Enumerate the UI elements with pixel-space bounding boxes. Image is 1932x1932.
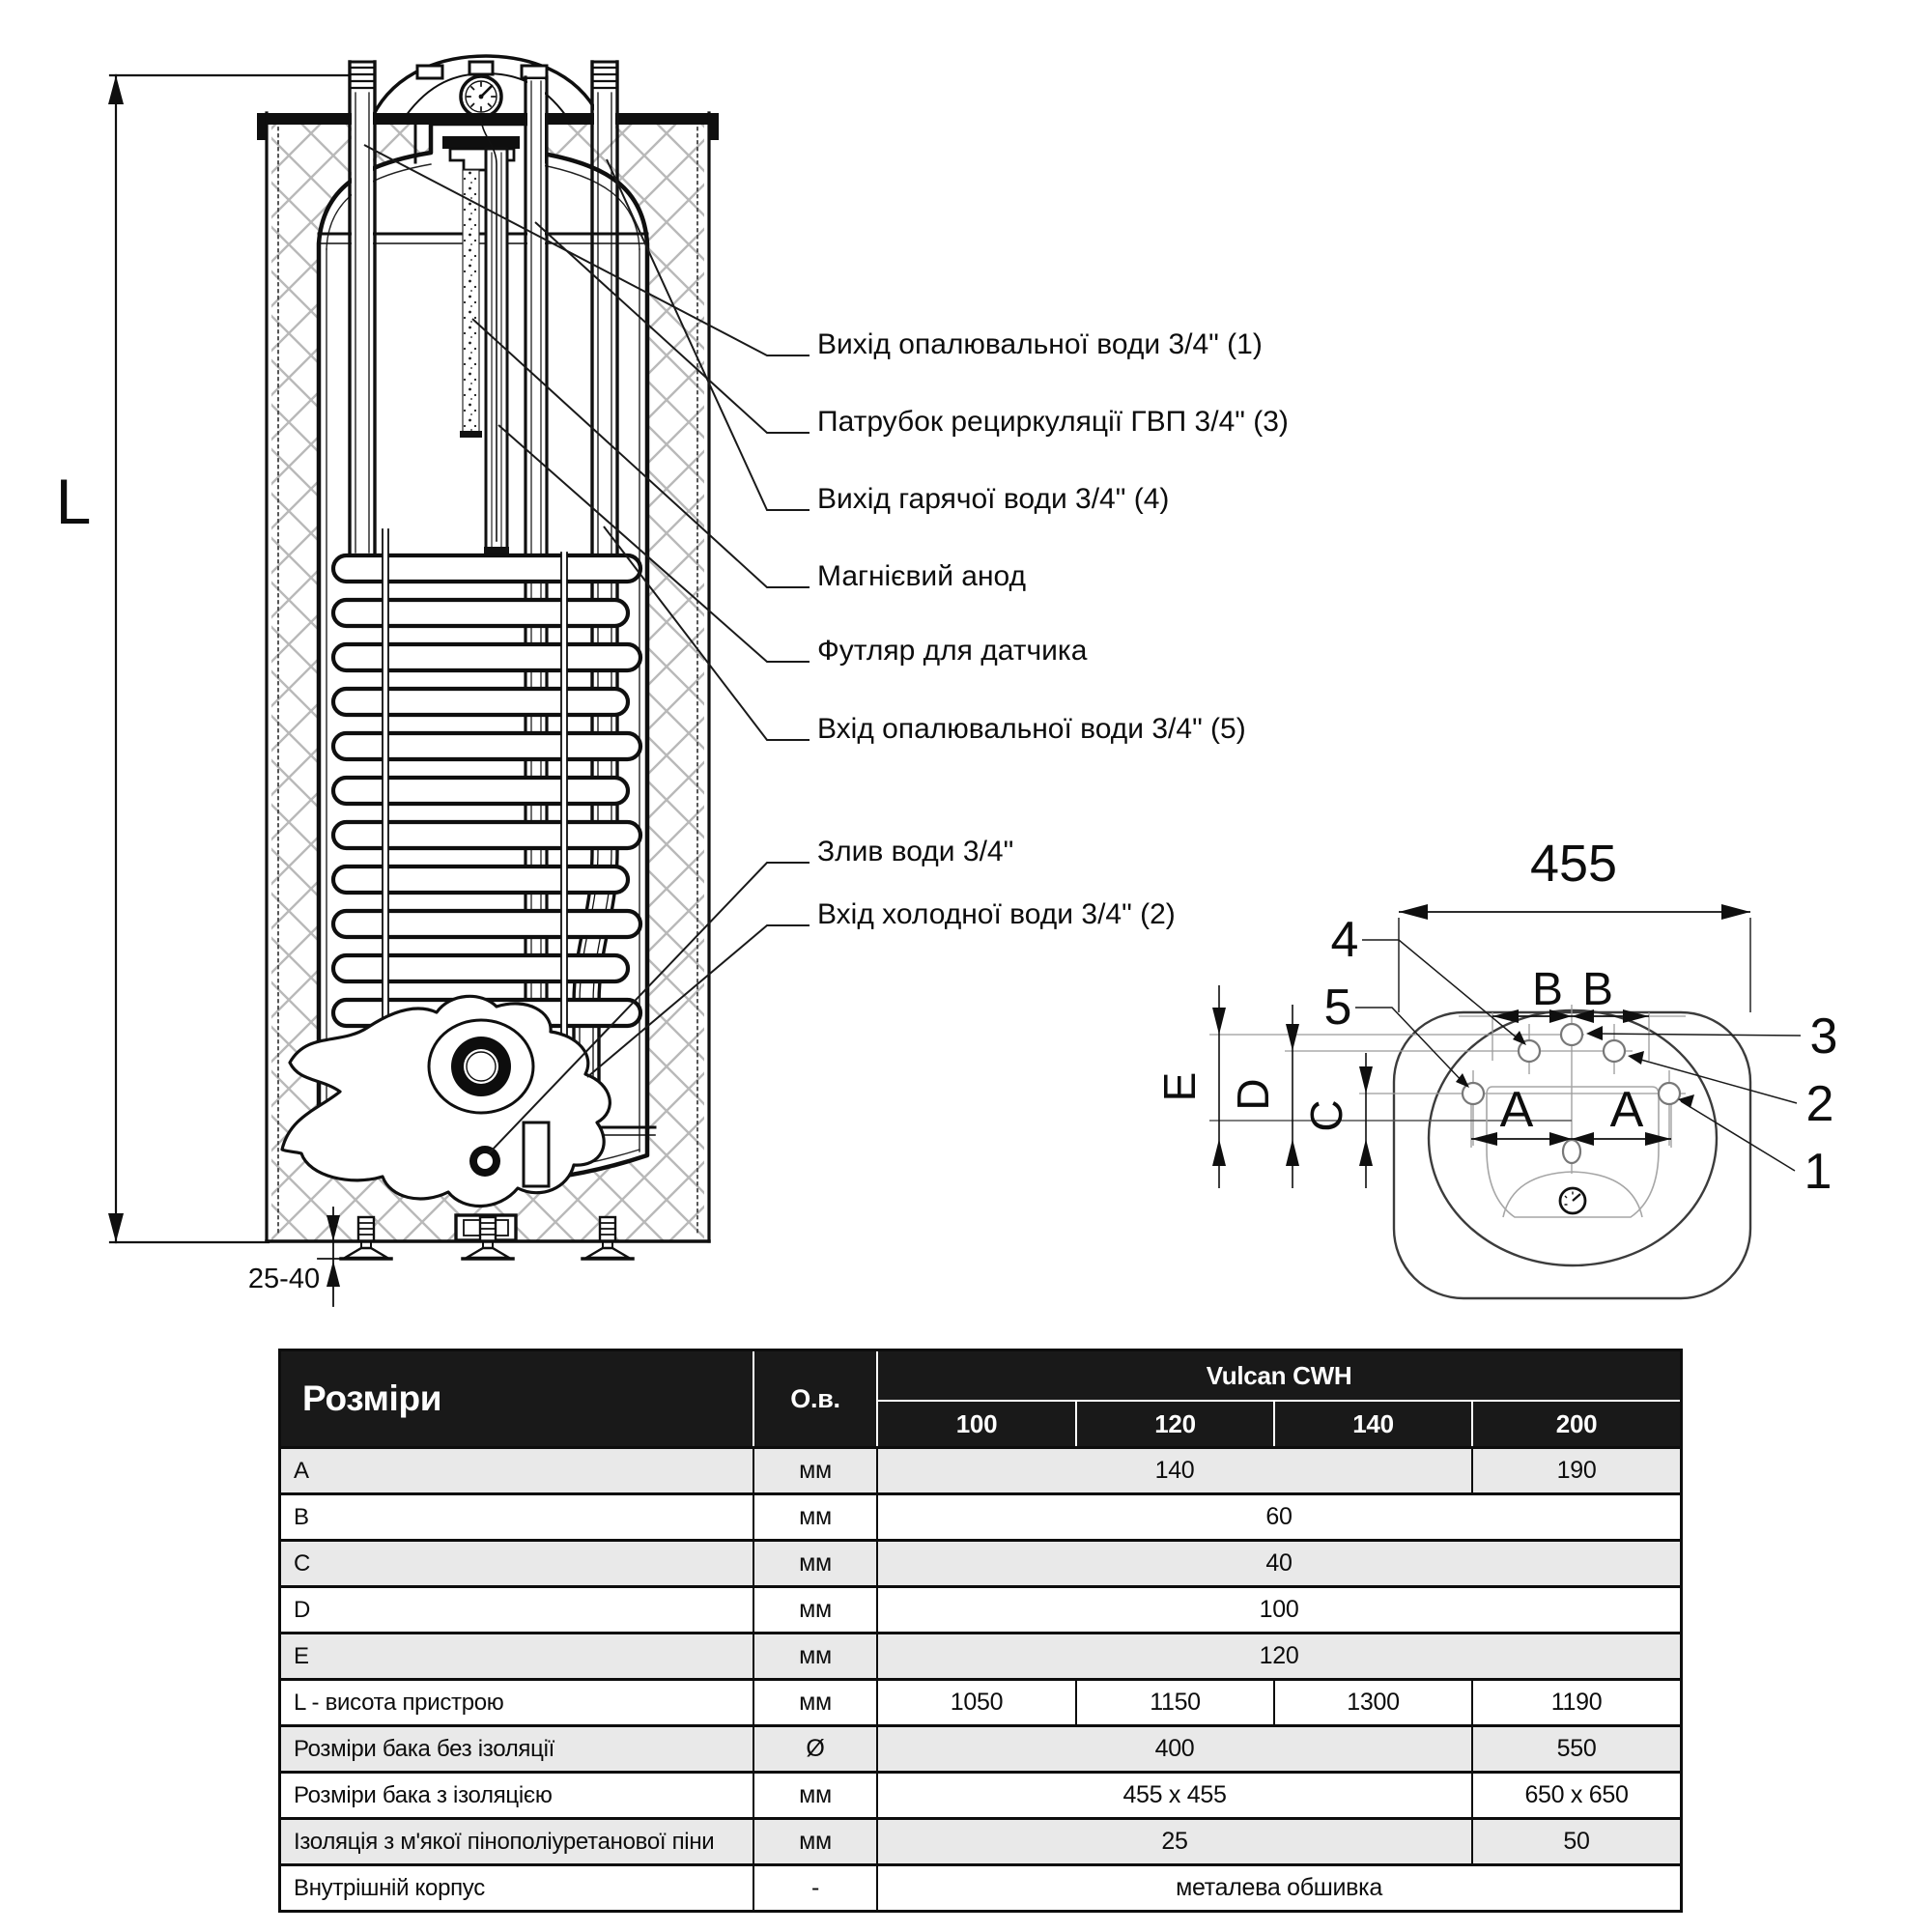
letter-b2: B [1581, 964, 1614, 1015]
table-title: Розміри [281, 1351, 754, 1446]
gauge-icon [461, 76, 501, 117]
port-leaders [1355, 940, 1801, 1171]
dim-D [1228, 1005, 1299, 1188]
label-heating-in: Вхід опалювальної води 3/4" (5) [817, 713, 1246, 745]
model-200: 200 [1473, 1402, 1680, 1446]
brand-header: Vulcan CWH [878, 1351, 1680, 1402]
dimensions-table [278, 1349, 1683, 1913]
label-recirculation: Патрубок рециркуляції ГВП 3/4" (3) [817, 406, 1289, 438]
table-row-tank-insulated: Розміри бака з ізоляцією мм 455 x 455 650 x 650 [281, 1771, 1680, 1817]
drain-port [469, 1146, 500, 1177]
tank-cross-section [56, 56, 719, 1306]
port-1 [1659, 1083, 1680, 1104]
table-row-e: E мм 120 [281, 1632, 1680, 1678]
callout-2: 2 [1805, 1076, 1834, 1132]
callout-3: 3 [1809, 1009, 1838, 1065]
model-120: 120 [1077, 1402, 1275, 1446]
label-sensor-sleeve: Футляр для датчика [817, 635, 1088, 667]
dim-E [1154, 985, 1226, 1188]
label-heating-out: Вихід опалювальної води 3/4" (1) [817, 328, 1263, 360]
label-drain: Злив води 3/4" [817, 836, 1014, 867]
anode-end [460, 431, 482, 438]
pipe-stub [524, 1122, 549, 1186]
sensor-sleeve [481, 117, 509, 555]
table-row-height: L - висота пристрою мм 1050 1150 1300 1190 [281, 1678, 1680, 1724]
top-view [1154, 835, 1837, 1298]
anode-rod [463, 170, 479, 433]
model-100: 100 [878, 1402, 1077, 1446]
model-140: 140 [1275, 1402, 1473, 1446]
letter-c: C [1301, 1099, 1351, 1132]
width-dim-text: 455 [1529, 835, 1618, 893]
label-hot-out: Вихід гарячої води 3/4" (4) [817, 483, 1170, 515]
label-anode: Магнієвий анод [817, 560, 1027, 592]
callout-4: 4 [1330, 912, 1359, 968]
callout-5: 5 [1323, 980, 1352, 1036]
table-row-c: C мм 40 [281, 1539, 1680, 1585]
letter-e: E [1154, 1071, 1205, 1102]
tank-outline [1429, 1010, 1717, 1265]
letter-a1: A [1499, 1082, 1534, 1138]
port-3 [1561, 1024, 1582, 1045]
port-4 [1519, 1040, 1540, 1062]
height-dim-text: L [55, 466, 92, 537]
letter-b1: B [1531, 964, 1564, 1015]
callout-1: 1 [1804, 1144, 1833, 1200]
table-row-body: Внутрішній корпус - металева обшивка [281, 1863, 1680, 1910]
table-row-insulation: Ізоляція з м'якої пінополіуретанової піни мм 25 50 [281, 1817, 1680, 1863]
port-2 [1604, 1040, 1625, 1062]
port-drain [1563, 1140, 1580, 1163]
letter-d: D [1228, 1078, 1278, 1111]
left-pipe [350, 62, 375, 558]
unit-column-header: О.в. [754, 1351, 878, 1446]
table-row-d: D мм 100 [281, 1585, 1680, 1632]
table-row-tank-bare: Розміри бака без ізоляції Ø 400 550 [281, 1724, 1680, 1771]
table-row-b: B мм 60 [281, 1492, 1680, 1539]
foot-dim-text: 25-40 [247, 1264, 321, 1294]
letter-a2: A [1609, 1082, 1644, 1138]
table-row-a: A мм 140 190 [281, 1446, 1680, 1492]
gauge-small-icon [1560, 1188, 1585, 1213]
width-dimension [1399, 835, 1750, 1012]
heating-coil [333, 555, 640, 1026]
label-cold-in: Вхід холодної води 3/4" (2) [817, 898, 1176, 930]
